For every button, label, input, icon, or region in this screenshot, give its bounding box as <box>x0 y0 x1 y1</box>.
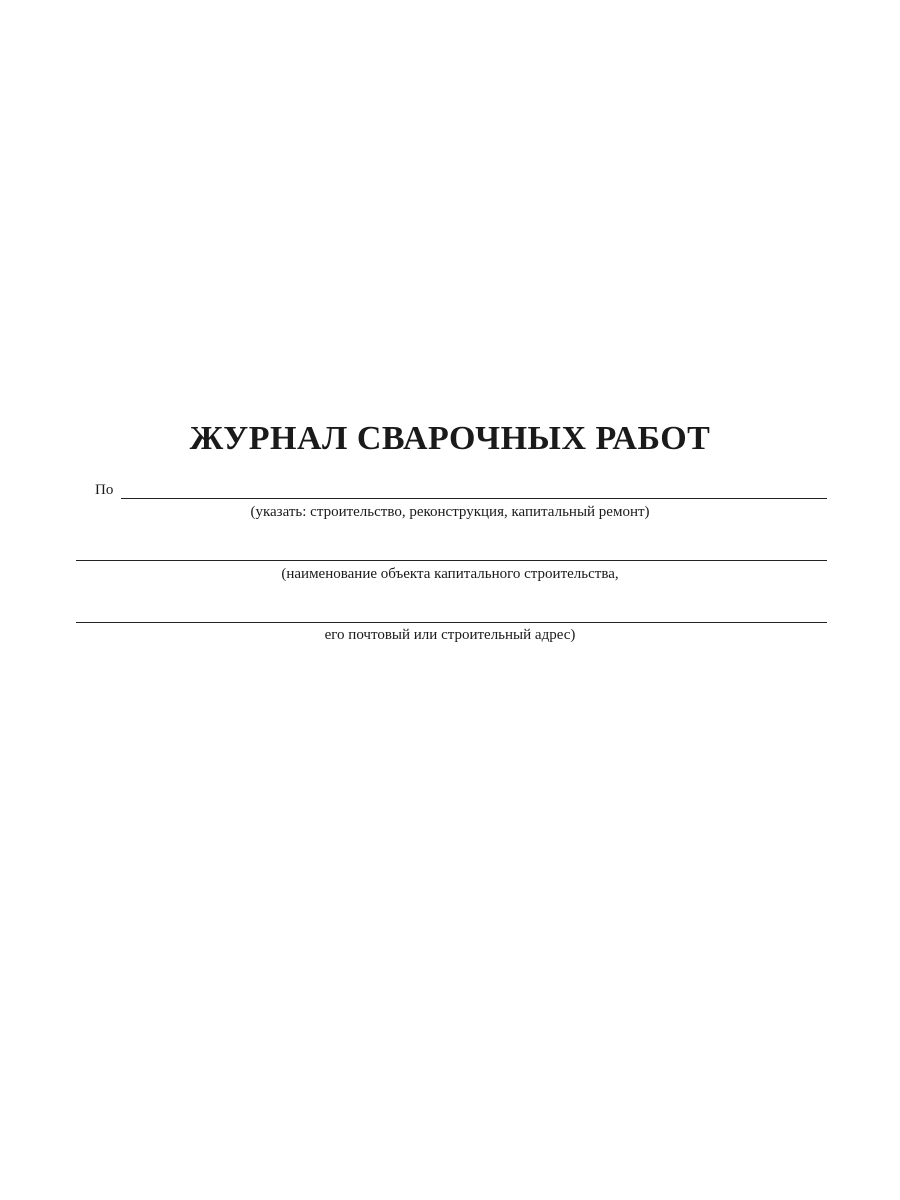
po-label: По <box>95 482 114 498</box>
address-fill-line <box>76 622 827 623</box>
work-type-row <box>95 480 827 502</box>
work-type-fill-line <box>121 498 827 499</box>
object-name-fill-line <box>76 560 827 561</box>
address-caption: его почтовый или строительный адрес) <box>324 627 576 643</box>
object-name-caption: (наименование объекта капитального строительства, <box>281 566 619 582</box>
work-type-caption: (указать: строительство, реконструкция, капитальный ремонт) <box>250 504 650 520</box>
document-title: ЖУРНАЛ СВАРОЧНЫХ РАБОТ <box>189 420 711 457</box>
